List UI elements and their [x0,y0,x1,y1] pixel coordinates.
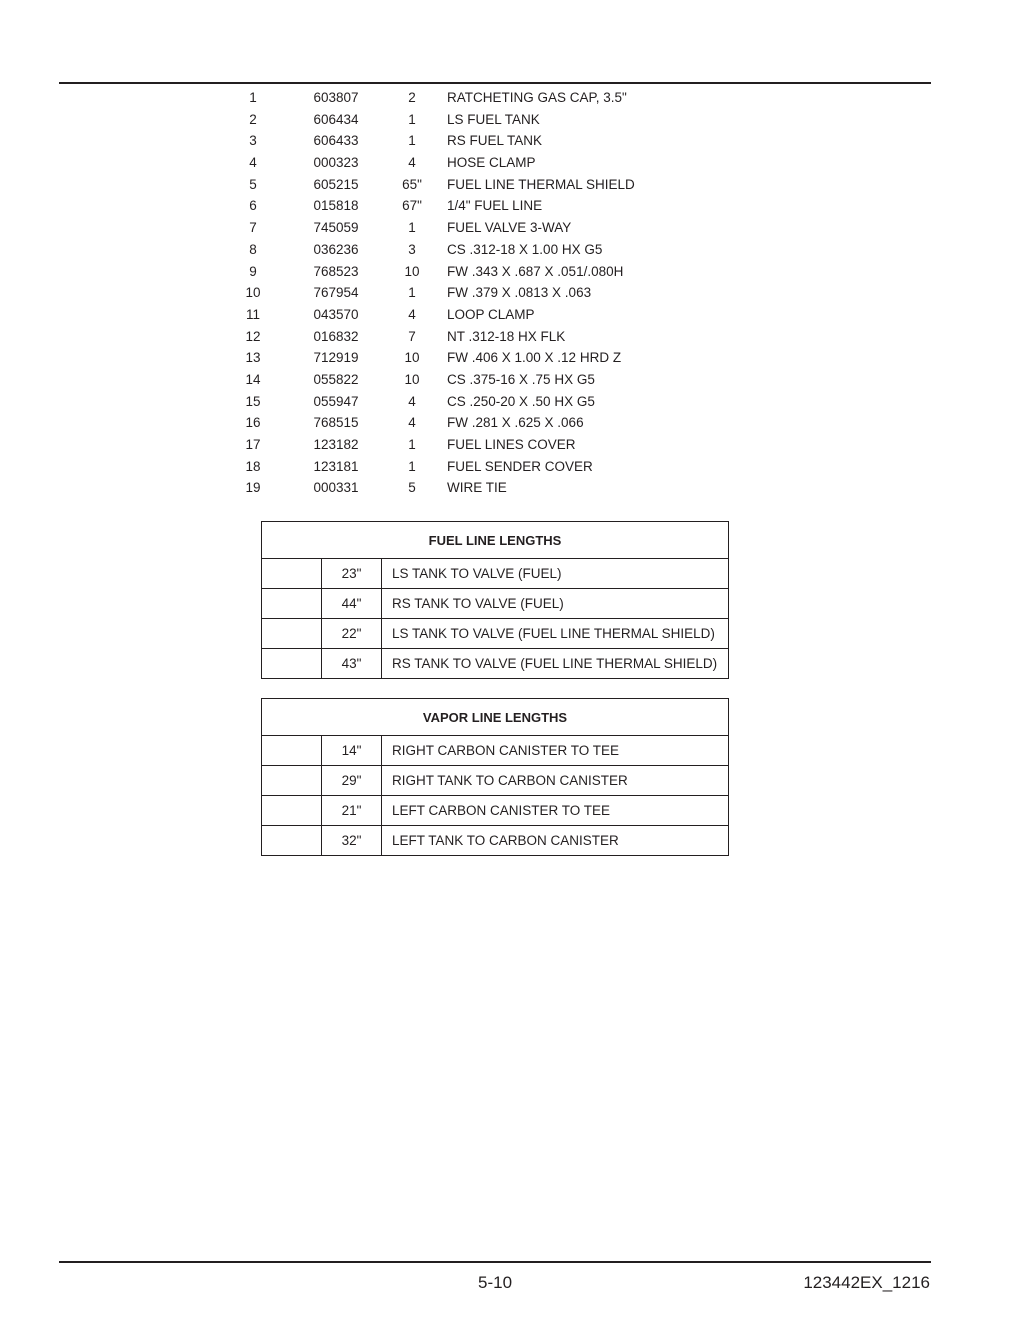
length-value: 23" [322,559,382,589]
document-id: 123442EX_1216 [803,1273,930,1292]
route-description: LS TANK TO VALVE (FUEL LINE THERMAL SHIELD) [382,619,729,649]
part-number: 745059 [313,220,359,236]
part-description: HOSE CLAMP [447,155,536,171]
part-description: CS .250-20 X .50 HX G5 [447,393,595,409]
item-number: 18 [245,458,261,474]
quantity: 10 [404,263,420,279]
item-number: 12 [245,328,261,344]
part-description: CS .312-18 X 1.00 HX G5 [447,241,603,257]
route-description: RIGHT TANK TO CARBON CANISTER [382,766,729,796]
part-number: 016832 [313,328,359,344]
route-description: LEFT TANK TO CARBON CANISTER [382,826,729,856]
part-number: 055947 [313,393,359,409]
blank-cell [262,649,322,679]
item-number: 19 [245,480,261,496]
part-number: 015818 [313,198,359,214]
parts-list-row [0,434,1020,456]
parts-list-row [0,282,1020,304]
quantity: 7 [408,328,416,344]
quantity: 3 [408,241,416,257]
part-description: RATCHETING GAS CAP, 3.5" [447,90,627,105]
quantity: 4 [408,415,416,431]
blank-cell [262,736,322,766]
part-number: 123182 [313,437,359,452]
part-description: LOOP CLAMP [447,306,535,322]
quantity: 10 [404,350,420,366]
part-number: 000323 [313,155,359,171]
route-description: LS TANK TO VALVE (FUEL) [382,559,729,589]
item-number: 11 [245,306,260,322]
item-number: 7 [249,220,257,236]
blank-cell [262,559,322,589]
part-number: 036236 [313,241,359,257]
parts-list-row [0,261,1020,283]
part-description: FUEL LINE THERMAL SHIELD [447,176,635,192]
blank-cell [262,619,322,649]
item-number: 2 [249,111,257,127]
quantity: 1 [408,285,416,301]
route-description: LEFT CARBON CANISTER TO TEE [382,796,729,826]
parts-list-row [0,477,1020,499]
vapor-line-lengths-title: VAPOR LINE LENGTHS [262,699,729,736]
route-description: RS TANK TO VALVE (FUEL) [382,589,729,619]
parts-list-row [0,109,1020,131]
table-row [262,589,729,619]
part-number: 605215 [313,176,359,192]
part-number: 767954 [313,285,359,301]
route-description: RIGHT CARBON CANISTER TO TEE [382,736,729,766]
item-number: 16 [245,415,261,431]
table-row [262,649,729,679]
blank-cell [262,796,322,826]
part-number: 603807 [313,90,359,105]
quantity: 2 [408,90,416,105]
table-row [262,766,729,796]
part-number: 712919 [313,350,359,366]
top-rule [59,82,931,84]
part-description: FUEL SENDER COVER [447,458,593,474]
part-description: FW .343 X .687 X .051/.080H [447,263,624,279]
item-number: 3 [249,133,257,149]
quantity: 1 [408,220,416,236]
part-number: 768523 [313,263,359,279]
item-number: 13 [245,350,261,366]
quantity: 67" [402,198,422,214]
part-description: NT .312-18 HX FLK [447,328,566,344]
parts-list-row [0,217,1020,239]
part-description: CS .375-16 X .75 HX G5 [447,371,595,387]
length-value: 22" [322,619,382,649]
part-description: FW .406 X 1.00 X .12 HRD Z [447,350,622,366]
item-number: 8 [249,241,257,257]
part-number: 043570 [313,306,359,322]
item-number: 6 [249,198,257,214]
part-description: FUEL VALVE 3-WAY [447,220,572,236]
item-number: 5 [249,176,257,192]
length-value: 21" [322,796,382,826]
part-description: FW .379 X .0813 X .063 [447,285,592,301]
fuel-line-lengths-title: FUEL LINE LENGTHS [262,522,729,559]
table-row [262,619,729,649]
parts-list-row [0,239,1020,261]
item-number: 10 [245,285,261,301]
table-row [262,559,729,589]
page-number: 5-10 [478,1273,513,1292]
quantity: 5 [408,480,416,496]
quantity: 4 [408,155,416,171]
quantity: 4 [408,393,416,409]
part-description: WIRE TIE [447,480,507,496]
part-description: 1/4" FUEL LINE [447,198,543,214]
blank-cell [262,766,322,796]
part-description: RS FUEL TANK [447,133,543,149]
part-description: FUEL LINES COVER [447,437,576,452]
part-number: 055822 [313,371,359,387]
parts-list-row [0,195,1020,217]
table-row [262,796,729,826]
table-row [262,826,729,856]
item-number: 14 [245,371,261,387]
parts-list-row [0,412,1020,434]
item-number: 4 [249,155,257,171]
item-number: 1 [249,90,257,105]
parts-list [0,87,1020,499]
quantity: 1 [408,437,416,452]
bottom-rule [59,1261,931,1263]
blank-cell [262,826,322,856]
part-number: 606433 [313,133,359,149]
part-number: 123181 [313,458,359,474]
item-number: 15 [245,393,261,409]
parts-list-row [0,456,1020,478]
parts-list-row [0,369,1020,391]
blank-cell [262,589,322,619]
length-value: 29" [322,766,382,796]
vapor-line-lengths-table [261,698,729,856]
part-number: 606434 [313,111,359,127]
length-value: 14" [322,736,382,766]
parts-list-row [0,174,1020,196]
quantity: 65" [402,176,422,192]
part-description: FW .281 X .625 X .066 [447,415,584,431]
quantity: 1 [408,458,416,474]
parts-list-row [0,391,1020,413]
quantity: 4 [408,306,416,322]
quantity: 10 [404,371,420,387]
length-value: 32" [322,826,382,856]
parts-list-row [0,304,1020,326]
item-number: 17 [245,437,261,452]
route-description: RS TANK TO VALVE (FUEL LINE THERMAL SHIELD) [382,649,729,679]
parts-list-row [0,152,1020,174]
quantity: 1 [408,133,416,149]
parts-list-row [0,347,1020,369]
parts-list-row [0,326,1020,348]
part-description: LS FUEL TANK [447,111,540,127]
parts-list-row [0,130,1020,152]
quantity: 1 [408,111,416,127]
part-number: 768515 [313,415,359,431]
length-value: 43" [322,649,382,679]
length-value: 44" [322,589,382,619]
part-number: 000331 [313,480,359,496]
parts-list-row [0,87,1020,109]
fuel-line-lengths-table [261,521,729,679]
item-number: 9 [249,263,257,279]
table-row [262,736,729,766]
